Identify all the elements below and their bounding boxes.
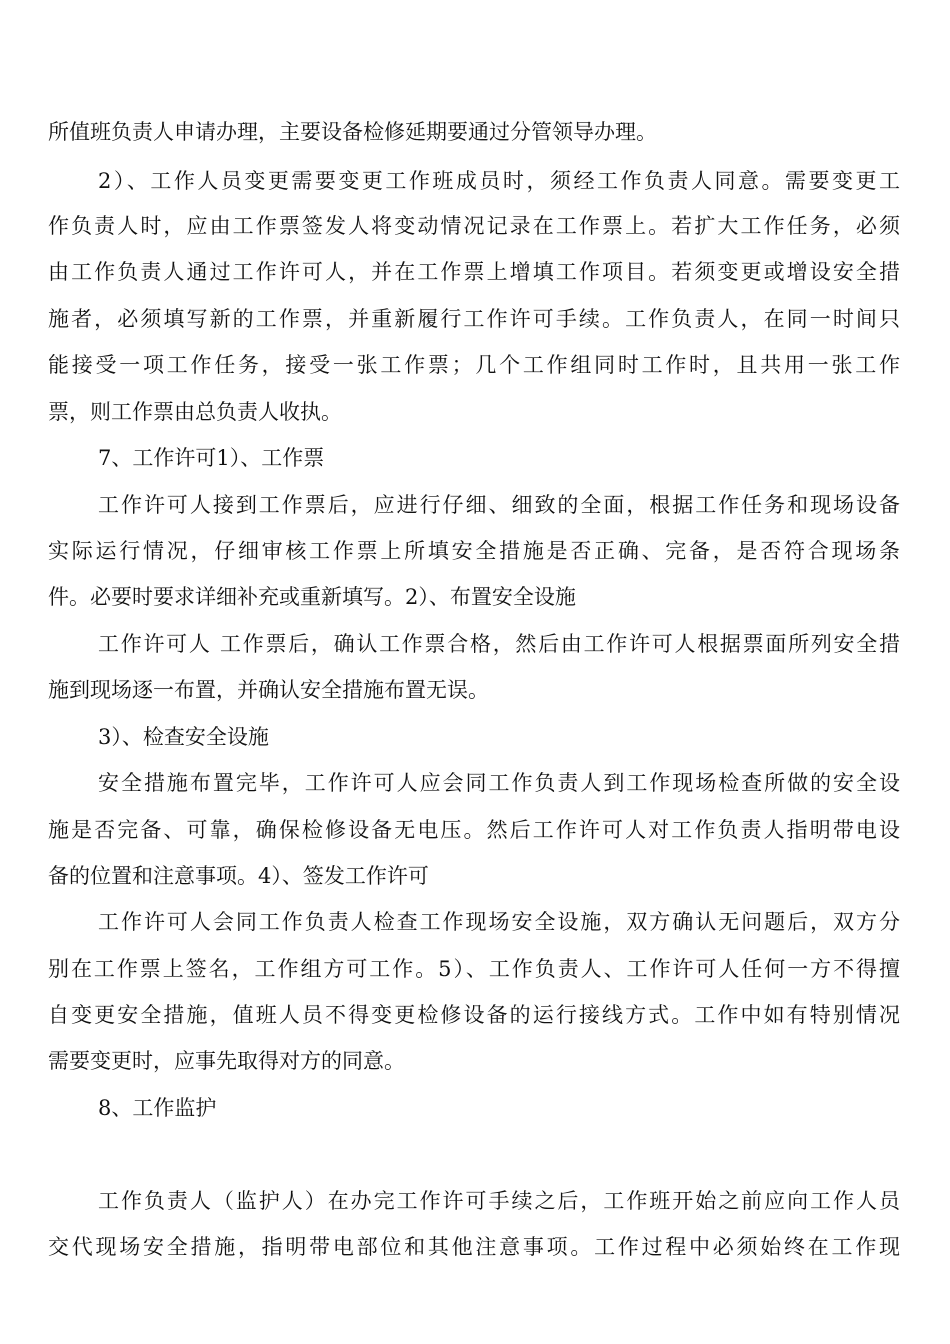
section-heading: 8、工作监护: [98, 1096, 217, 1120]
section-heading: 7、工作许可1）、工作票: [98, 446, 325, 470]
text-line: 作负责人时，应由工作票签发人将变动情况记录在工作票上。若扩大工作任务，必须: [48, 214, 900, 238]
text-line: 2）、工作人员变更需要变更工作班成员时，须经工作负责人同意。需要变更工: [98, 169, 900, 193]
text-line: 自变更安全措施，值班人员不得变更检修设备的运行接线方式。工作中如有特别情况: [48, 1003, 900, 1027]
text-line: 别在工作票上签名，工作组方可工作。5）、工作负责人、工作许可人任何一方不得擅: [48, 957, 900, 981]
text-line: 工作许可人会同工作负责人检查工作现场安全设施，双方确认无问题后，双方分: [98, 910, 900, 934]
text-line: 由工作负责人通过工作许可人，并在工作票上增填工作项目。若须变更或增设安全措: [48, 260, 900, 284]
text-line: 工作许可人 工作票后，确认工作票合格，然后由工作许可人根据票面所列安全措: [98, 632, 900, 656]
text-line: 安全措施布置完毕，工作许可人应会同工作负责人到工作现场检查所做的安全设: [98, 771, 900, 795]
text-line: 施者，必须填写新的工作票，并重新履行工作许可手续。工作负责人，在同一时间只: [48, 307, 900, 331]
text-line: 票，则工作票由总负责人收执。: [48, 400, 342, 424]
text-line: 施是否完备、可靠，确保检修设备无电压。然后工作许可人对工作负责人指明带电设: [48, 818, 900, 842]
text-line: 能接受一项工作任务，接受一张工作票；几个工作组同时工作时，且共用一张工作: [48, 353, 900, 377]
text-line: 件。必要时要求详细补充或重新填写。2）、布置安全设施: [48, 585, 576, 609]
text-line: 需要变更时，应事先取得对方的同意。: [48, 1049, 405, 1073]
text-line: 工作许可人接到工作票后，应进行仔细、细致的全面，根据工作任务和现场设备: [98, 493, 900, 517]
text-line: 所值班负责人申请办理，主要设备检修延期要通过分管领导办理。: [48, 120, 657, 144]
text-line: 施到现场逐一布置，并确认安全措施布置无误。: [48, 678, 489, 702]
text-line: 实际运行情况，仔细审核工作票上所填安全措施是否正确、完备，是否符合现场条: [48, 539, 900, 563]
text-line: 交代现场安全措施，指明带电部位和其他注意事项。工作过程中必须始终在工作现: [48, 1235, 900, 1259]
text-line: 工作负责人（监护人）在办完工作许可手续之后，工作班开始之前应向工作人员: [98, 1189, 900, 1213]
section-heading: 3）、检查安全设施: [98, 725, 269, 749]
text-line: 备的位置和注意事项。4）、签发工作许可: [48, 864, 429, 888]
